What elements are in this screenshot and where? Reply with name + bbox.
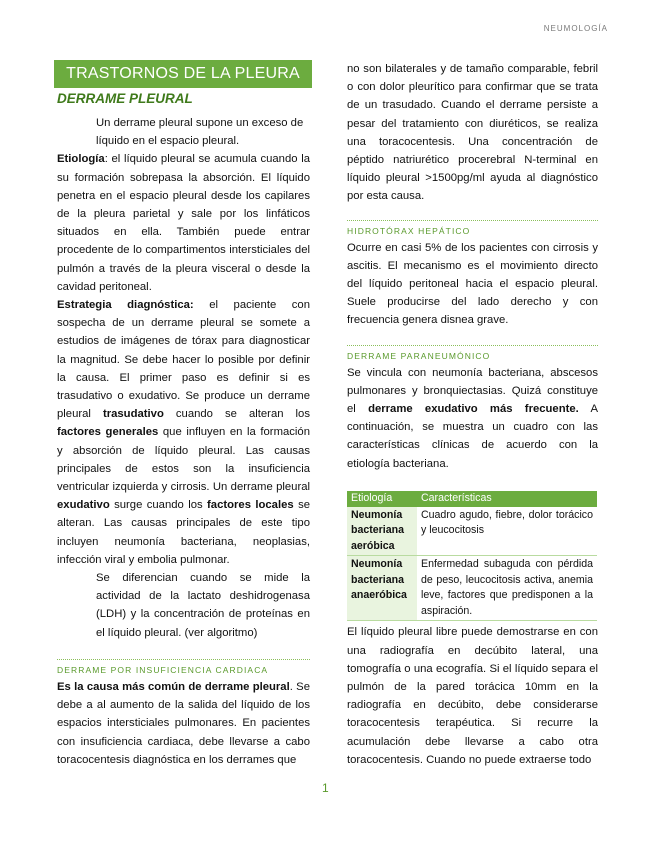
etiology-table bbox=[347, 491, 597, 622]
strategy-paragraph bbox=[57, 296, 310, 569]
strategy-bold: factores locales bbox=[207, 499, 294, 512]
section-heading-hidrotorax: HIDROTÓRAX HEPÁTICO bbox=[347, 220, 598, 237]
right-column bbox=[347, 60, 598, 769]
strategy-text: surge cuando los bbox=[109, 499, 208, 512]
section-subtitle: DERRAME PLEURAL bbox=[57, 91, 193, 106]
table-cell-characteristics: Cuadro agudo, fiebre, dolor torácico y leucocitosis bbox=[417, 507, 597, 556]
page-title: TRASTORNOS DE LA PLEURA bbox=[54, 60, 312, 88]
hidrotorax-paragraph: Ocurre en casi 5% de los pacientes con cirrosis y ascitis. El mecanismo es el movimiento directo del líquido peritoneal hacia el espacio pleural. Suele producirse del lado derecho y con frecuencia genera disnea grave. bbox=[347, 241, 598, 327]
strategy-text: se alteran. Las causas principales de este tipo incluyen neumonía bacteriana, neoplasias, infección viral y embolia pulmonar. bbox=[57, 499, 310, 566]
running-header: NEUMOLOGÍA bbox=[543, 24, 608, 33]
icc-paragraph bbox=[57, 678, 310, 769]
page-number: 1 bbox=[322, 781, 329, 795]
strategy-text: cuando se alteran los bbox=[163, 408, 310, 421]
etiology-label: Etiología bbox=[57, 153, 105, 166]
table-cell-characteristics: Enfermedad subaguda con pérdida de peso, leucocitosis activa, anemia leve, factores que predisponen a la aspiración. bbox=[417, 556, 597, 621]
etiology-paragraph bbox=[57, 150, 310, 296]
section-heading-paraneumonico: DERRAME PARANEUMÓNICO bbox=[347, 345, 598, 362]
after-table-paragraph: El líquido pleural libre puede demostrarse en con una radiografía en decúbito lateral, una tomografía o una ecografía. Si el líquido separa el pulmón de la pared torácica 10mm en la radiografía en decúbito, debe considerarse toracocentesis terapéutica. Si recurre la acumulación debe llevarse a cabo otra toracocentesis. Cuando no puede extraerse todo bbox=[347, 626, 598, 766]
para-bold: derrame exudativo más frecuente. bbox=[368, 403, 579, 416]
strategy-text: el paciente con sospecha de un derrame pleural se somete a estudios de imágenes de tórax para diagnosticar la magnitud. Se debe hacer lo posible por definir la causa. El primer paso es definir si es trasudativo o exudativo. Se produce un derrame pleural bbox=[57, 299, 310, 421]
para-text: A continuación, se muestra un cuadro con las características clínicas de acuerdo con la etiología bacteriana. bbox=[347, 403, 598, 470]
table-row bbox=[347, 556, 597, 621]
table-header-cell: Características bbox=[417, 491, 597, 507]
para-text: Se vincula con neumonía bacteriana, abscesos pulmonares y bronquiectasias. Quizá constituye el bbox=[347, 366, 598, 416]
etiology-text: : el líquido pleural se acumula cuando la su formación sobrepasa la absorción. El líquido penetra en el espacio pleural desde los capilares de la pleura parietal y sale por los linfáticos situados en ella. También puede entrar procedente de lo compartimentos intersticiales del pulmón a través de la pleura visceral o desde la cavidad peritoneal. bbox=[57, 153, 310, 293]
strategy-label: Estrategia diagnóstica: bbox=[57, 299, 194, 312]
intro-paragraph: Un derrame pleural supone un exceso de líquido en el espacio pleural. bbox=[96, 117, 304, 148]
left-column bbox=[57, 60, 310, 769]
strategy-bold: factores generales bbox=[57, 426, 159, 439]
icc-bold: Es la causa más común de derrame pleural bbox=[57, 680, 290, 693]
ldh-paragraph: Se diferencian cuando se mide la actividad de la lactato deshidrogenasa (LDH) y la concentración de proteínas en el líquido pleural. (ver algoritmo) bbox=[96, 572, 310, 639]
table-header-row bbox=[347, 491, 597, 507]
strategy-text: que influyen en la formación y absorción de líquido pleural. Las causas principales de estos son la insuficiencia ventricular izquierda y cirrosis. Un derrame pleural bbox=[57, 426, 310, 494]
continuation-paragraph: no son bilaterales y de tamaño comparable, febril o con dolor pleurítico para confirmar que se trata de un trasudado. Cuando el derrame persiste a pesar del tratamiento con diuréticos, se realiza una toracocentesis. Una concentración de péptido natriurético procerebral N-terminal en líquido pleural >1500pg/ml ayuda al diagnóstico por esta causa. bbox=[347, 63, 598, 203]
table-cell-etiology: Neumonía bacteriana anaeróbica bbox=[347, 556, 417, 621]
table-row bbox=[347, 507, 597, 556]
strategy-bold: trasudativo bbox=[102, 408, 164, 421]
table-cell-etiology: Neumonía bacteriana aeróbica bbox=[347, 507, 417, 556]
paraneumonico-paragraph bbox=[347, 364, 598, 473]
table-header-cell: Etiología bbox=[347, 491, 417, 507]
section-heading-icc: DERRAME POR INSUFICIENCIA CARDIACA bbox=[57, 659, 310, 676]
strategy-bold: exudativo bbox=[57, 499, 110, 512]
icc-text: . Se debe a al aumento de la salida del líquido de los espacios intersticiales pulmonares. En pacientes con insuficiencia cardiaca, debe llevarse a cabo toracocentesis diagnóstica en los derrames que bbox=[57, 680, 310, 766]
